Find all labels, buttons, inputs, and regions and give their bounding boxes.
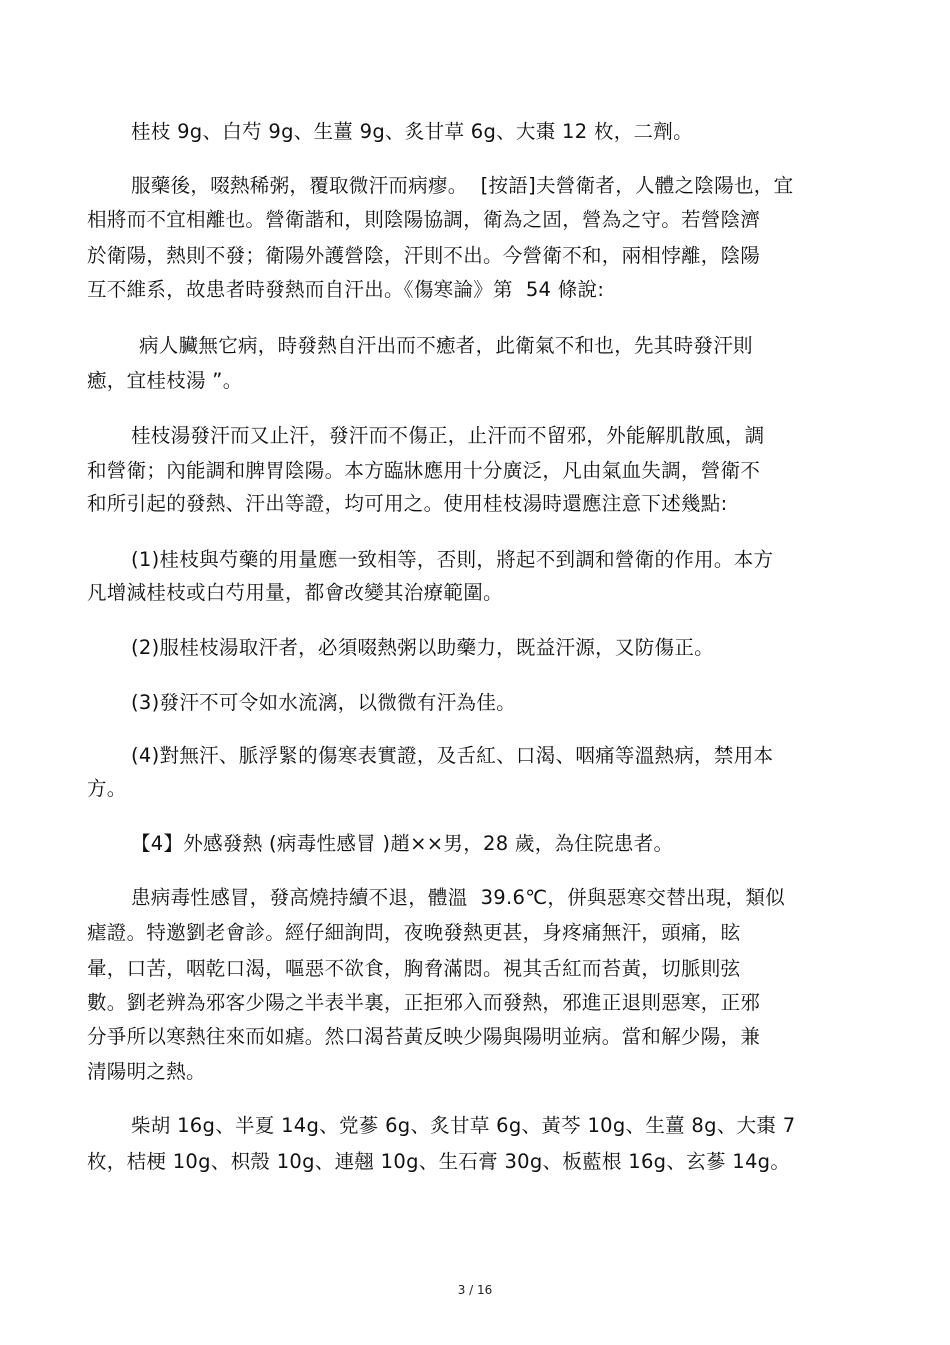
- page-number: 3 / 16: [457, 1283, 493, 1297]
- text-line: 桂枝湯發汗而又止汗，發汗而不傷正，止汗而不留邪，外能解肌散風，調: [131, 424, 765, 447]
- text-line: 瘧證。特邀劉老會診。經仔細詢問，夜晚發熱更甚，身疼痛無汗，頭痛，眩: [87, 921, 741, 944]
- text-line: 於衛陽，熱則不發；衛陽外護營陰，汗則不出。今營衛不和，兩相悖離，陰陽: [87, 244, 761, 267]
- text-line: 和所引起的發熱、汗出等證，均可用之。使用桂枝湯時還應注意下述幾點:: [87, 492, 728, 515]
- text-line: (2)服桂枝湯取汗者，必須啜熱粥以助藥力，既益汗源，又防傷正。: [131, 636, 714, 659]
- text-line: 和營衛；內能調和脾胃陰陽。本方臨牀應用十分廣泛，凡由氣血失調，營衛不: [87, 459, 761, 482]
- text-line: 枚，桔梗 10g、枳殼 10g、連翹 10g、生石膏 30g、板藍根 16g、玄蔘 14g。: [87, 1150, 791, 1173]
- text-line: 暈，口苦，咽乾口渴，嘔惡不欲食，胸脅滿悶。視其舌紅而苔黃，切脈則弦: [87, 957, 741, 980]
- text-line: 方。: [87, 777, 127, 800]
- text-line: 患病毒性感冒，發高燒持續不退，體溫 39.6℃，併與惡寒交替出現，類似: [131, 886, 786, 909]
- text-line: 癒，宜桂枝湯 ”。: [87, 369, 243, 392]
- text-line: 病人臟無它病，時發熱自汗出而不癒者，此衛氣不和也，先其時發汗則: [139, 334, 753, 357]
- text-line: 分爭所以寒熱往來而如瘧。然口渴苔黃反映少陽與陽明並病。當和解少陽，兼: [87, 1025, 761, 1048]
- text-line: 清陽明之熱。: [87, 1060, 206, 1083]
- text-line: 桂枝 9g、白芍 9g、生薑 9g、炙甘草 6g、大棗 12 枚，二劑。: [131, 120, 693, 143]
- text-line: 凡增減桂枝或白芍用量，都會改變其治療範圍。: [87, 581, 503, 604]
- text-line: (1)桂枝與芍藥的用量應一致相等，否則，將起不到調和營衛的作用。本方: [131, 548, 774, 571]
- text-line: (4)對無汗、脈浮緊的傷寒表實證，及舌紅、口渴、咽痛等溫熱病，禁用本: [131, 744, 774, 767]
- text-line: 互不維系，故患者時發熱而自汗出。《傷寒論》第 54 條說:: [87, 278, 605, 301]
- text-line: 相將而不宜相離也。營衛諧和，則陰陽協調，衛為之固，營為之守。若營陰濟: [87, 208, 761, 231]
- text-line: 服藥後，啜熱稀粥，覆取微汗而病瘳。 [按語]夫營衛者，人體之陰陽也，宜: [131, 174, 794, 197]
- text-line: 數。劉老辨為邪客少陽之半表半裏，正拒邪入而發熱，邪進正退則惡寒，正邪: [87, 991, 761, 1014]
- text-line: 柴胡 16g、半夏 14g、党蔘 6g、炙甘草 6g、黃芩 10g、生薑 8g、大棗 7: [131, 1114, 796, 1137]
- text-line: (3)發汗不可令如水流漓，以微微有汗為佳。: [131, 691, 516, 714]
- text-line: 【4】外感發熱 (病毒性感冒 )趙××男，28 歲，為住院患者。: [131, 832, 674, 855]
